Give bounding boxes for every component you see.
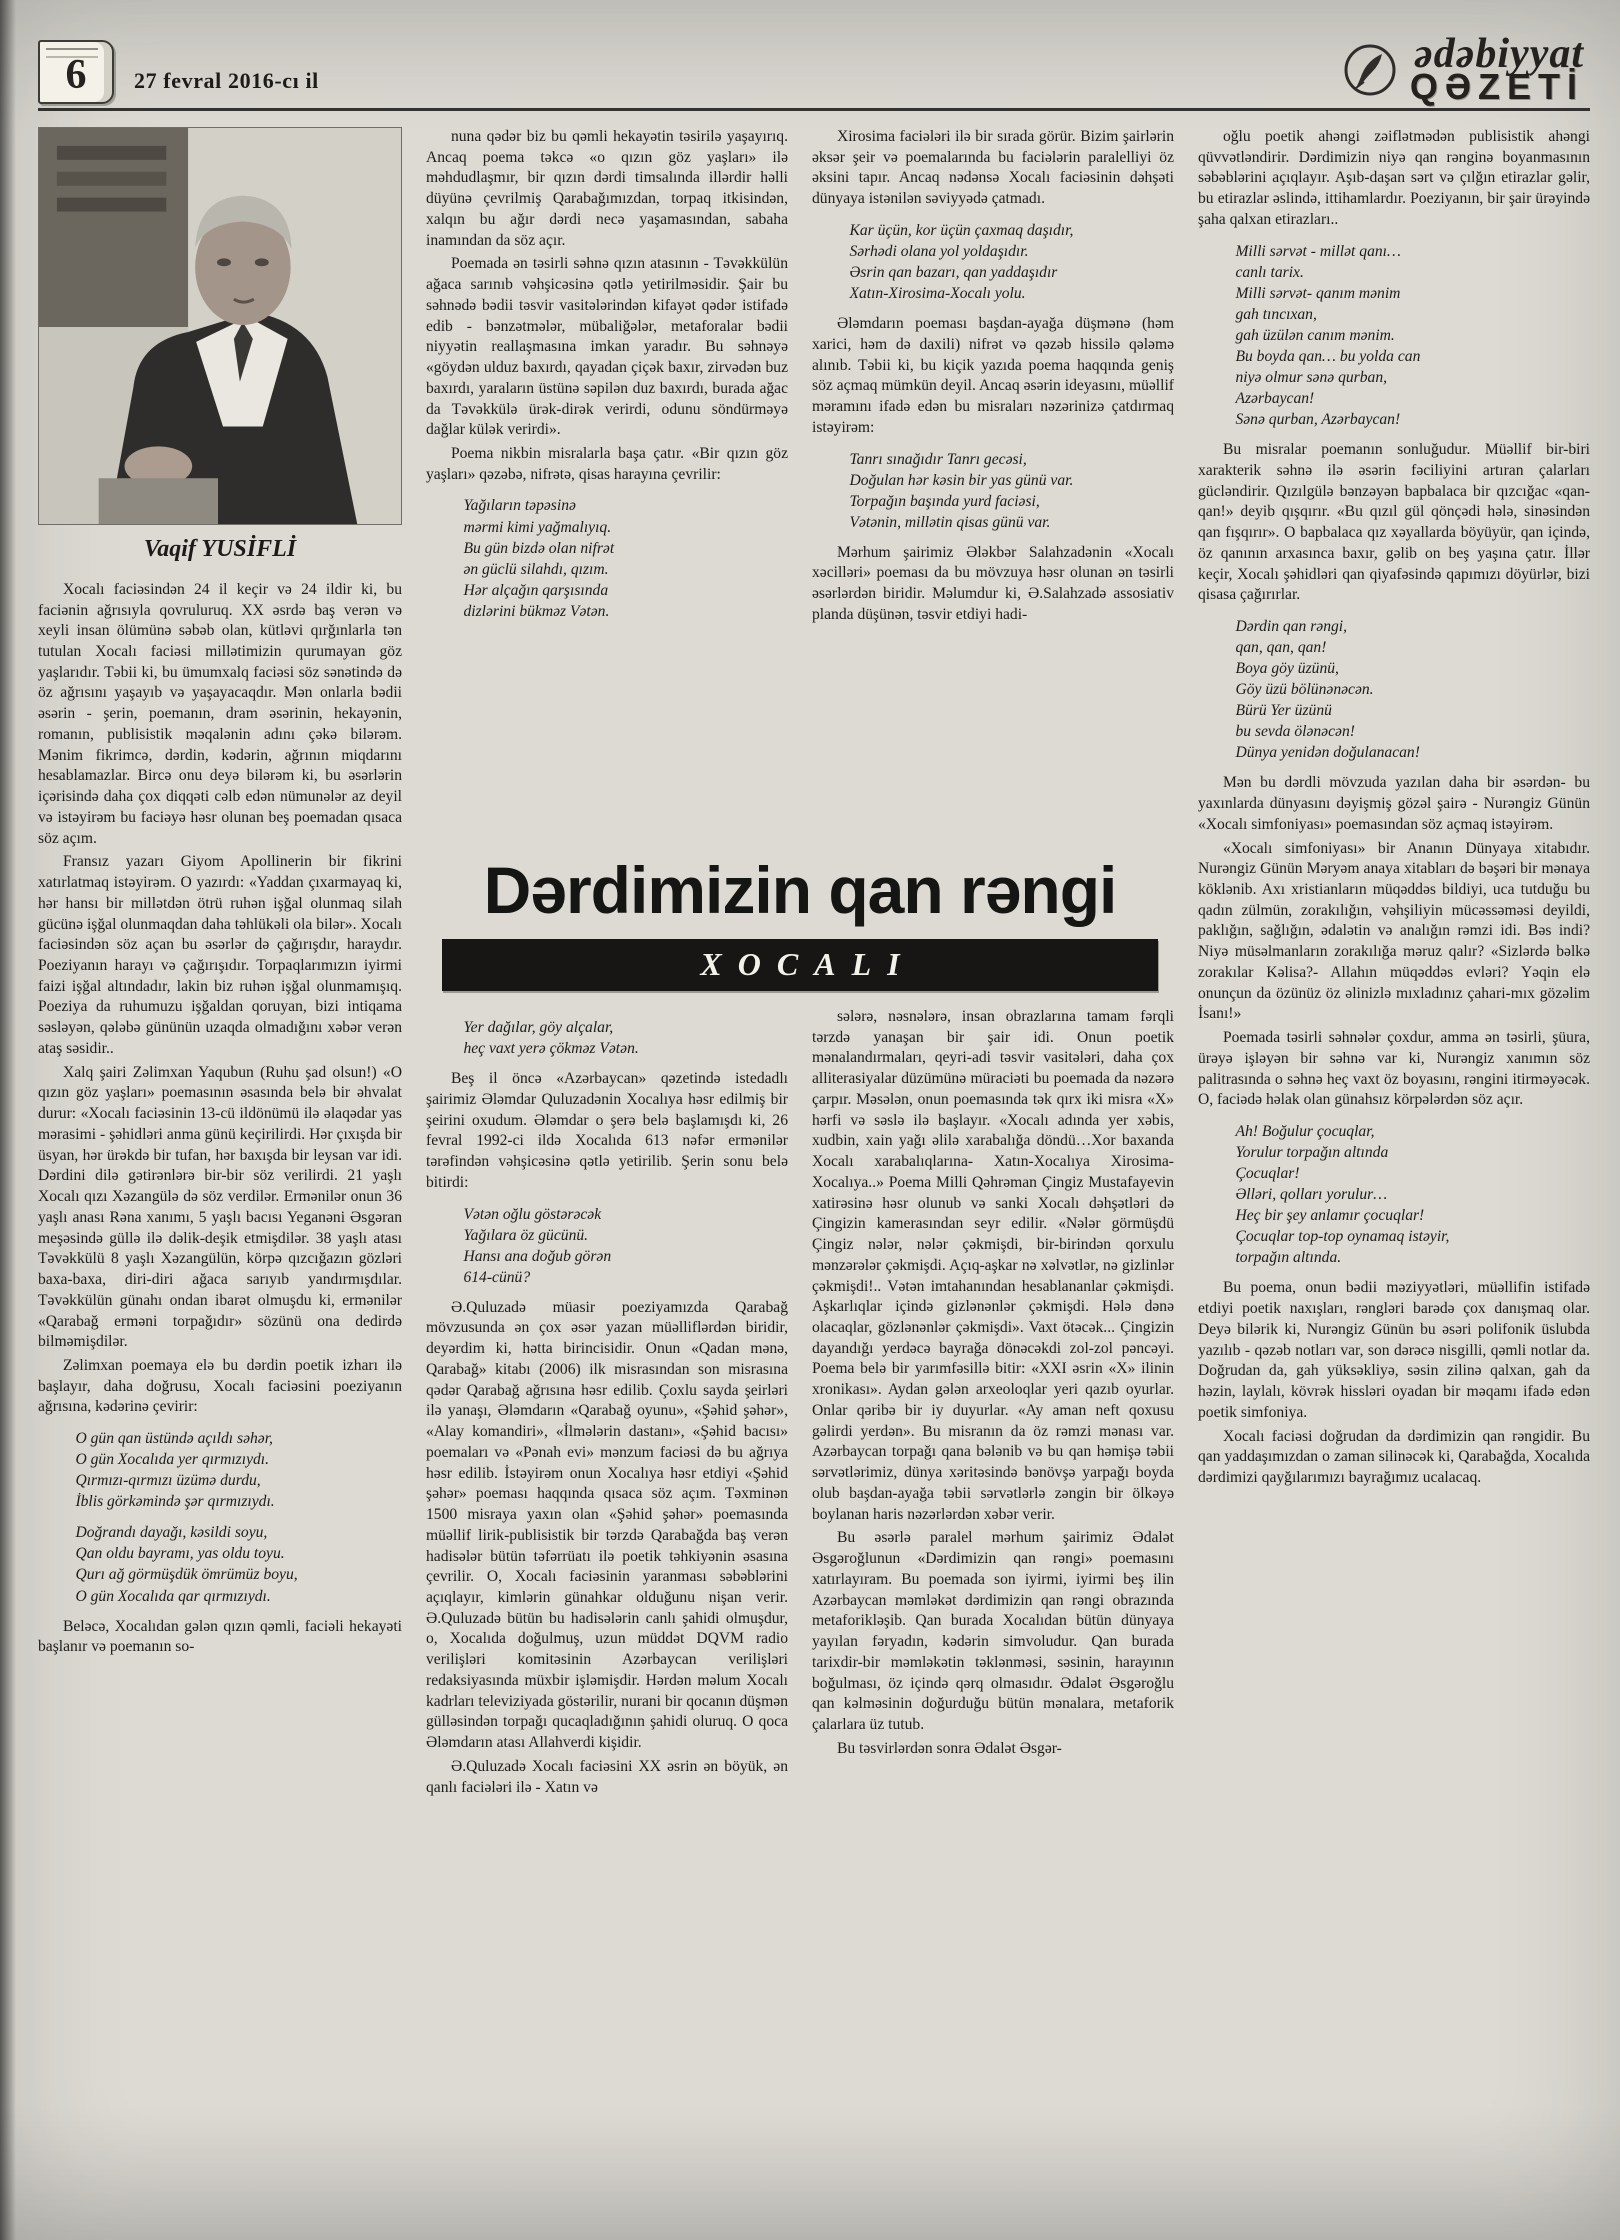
quill-globe-icon bbox=[1342, 42, 1398, 98]
paragraph: Bu misralar poemanın sonluğudur. Müəllif bir-biri xarakterik səhnə ilə əsərin fəciliyini artıran çalarları gücləndirir. Qızılgülə bənzəyən bapbalaca bir qızcığac «qan-qan!» deyib qışqırır. «Bu qızıl gül qönçədi hələ, sinəsindən qan fışqırır». O bapbalaca qız xəyallarda böyüyür, qan içində, öz qanının arxasınca baxır, gəlib on beş yaşına çatır. İllər keçir, Xocalı şəhidləri qan qiyafəsində qapımızı döyürlər, bizi qisasa çağırırlar. bbox=[1198, 441, 1590, 604]
paragraph: Bu təsvirlərdən sonra Ədalət Əsgər- bbox=[836, 1739, 1062, 1757]
verse-block: Yer dağılar, göy alçalar, heç vaxt yerə çökməz Vətən. bbox=[463, 1019, 639, 1058]
verse-block: Kar üçün, kor üçün çaxmaq daşıdır, Sərhədi olana yol yoldaşıdır. Əsrin qan bazarı, qan yaddaşıdır Xatın-Xirosima-Xocalı yolu. bbox=[849, 221, 1074, 303]
xocali-banner-label: XOCALI bbox=[700, 946, 916, 982]
page-header bbox=[38, 20, 1590, 107]
verse-block: Yağıların təpəsinə mərmi kimi yağmalıyıq. Bu gün bizdə olan nifrət ən güclü silahdı, qızım. Hər alçağın qarşısında dizlərini bükməz Vətən. bbox=[463, 497, 615, 620]
verse-block: Dərdin qan rəngi, qan, qan, qan! Boya göy üzünü, Göy üzü bölünənəcən. Bürü Yer üzünü bu sevda ölənəcən! Dünya yenidən doğulanacan! bbox=[1235, 617, 1420, 762]
paragraph: Ə.Quluzadə müasir poeziyamızda Qarabağ mövzusunda ən çox əsər yazan müəlliflərdən biridir, deyərdim ki, hətta birincisidir. Onun «Qadan mənə, Qarabağ» kitabı (2006) ilk misrasından son misrasına qədər Qarabağ ağrısına həsr edilib. Çoxlu sayda şeirləri ilə yanaşı, Ələmdarın «Qarabağ oyunu», «Şəhid şəhər», «Alay komandiri», «İlmələrin dastanı», «Şəhid bacısı» poemaları və «Pənah evi» mənzum faciəsi də bu ağrıya həsr edilib. İstəyirəm onun Xocalıya həsr etdiyi «Şəhid şəhər» poeması haqqında qısaca söz açım. Təxminən 1500 misraya yaxın olan «Şəhid şəhər» poemasında müəllif lirik-publisistik bir tərzdə Qarabağda baş verən hadisələr bütün təfərrüatı ilə poetik təhkiyənin əsasına çevrilir. O, Xocalı faciəsinin yaranması səbəblərini açıqlayır, kimlərin günahkar olduğunu nişan verir. Ə.Quluzadə bütün bu hadisələrin canlı şahidi olmuşdur, o, Xocalıda doğulmuş, uzun müddət DQVM radio verilişləri komitəsinin Azərbaycan verilişləri redaksiyasında müxbir işləmişdir. Hərdən məlum Xocalı kadrları televiziyada göstərilir, nurani bir qocanın düşmən gülləsindən torpağı qucaqladığının şahidi oluruq. O qoca Ələmdarın atası Allahverdi kişidir. bbox=[426, 1298, 788, 1752]
header-rule bbox=[38, 108, 1590, 111]
masthead bbox=[1342, 31, 1590, 107]
paragraph: Xirosima faciələri ilə bir sırada görür. Bizim şairlərin əksər şeir və poemalarında bu faciələrin paralelliyi öz əksini tapır. Ancaq nədənsə Xocalı faciəsinin dəhşəti dünyaya istənilən səviyyədə çatmadı. bbox=[812, 128, 1174, 208]
column-1-text bbox=[38, 580, 402, 1658]
column-3-lower bbox=[812, 1007, 1174, 2193]
paragraph: Beləcə, Xocalıdan gələn qızın qəmli, faciəli hekayəti başlanır və poemanın so- bbox=[38, 1617, 402, 1656]
paragraph: Poema nikbin misralarla başa çatır. «Bir qızın göz yaşları» qəzəbə, nifrətə, qisas harayına çevrilir: bbox=[426, 445, 788, 483]
paragraph: Xocalı faciəsi doğrudan da dərdimizin qan rəngidir. Bu qan yaddaşımızdan o zaman silinəcək ki, Qarabağda, Xocalıda dərdimizi qayğılarımızı bayrağımız ucalacaq. bbox=[1198, 1427, 1590, 1486]
paragraph: Beş il öncə «Azərbaycan» qəzetində istedadlı şairimiz Ələmdar Quluzadənin Xocalıya həsr edilmiş bir şeirini oxudum. Ələmdar o şerə belə başlamışdı ki, 26 fevral 1992-ci ildə Xocalıda 613 nəfər ermənilər tərəfindən vəhşicəsinə qətlə yetirilib. Şerin sonu belə bitirdi: bbox=[426, 1070, 788, 1191]
paragraph: Ə.Quluzadə Xocalı faciəsini XX əsrin ən böyük, ən qanlı faciələri ilə - Xatın və bbox=[426, 1757, 788, 1796]
photo-vaqif-yusifli bbox=[38, 127, 402, 525]
xocali-banner bbox=[442, 939, 1158, 991]
paragraph: sələrə, nəsnələrə, insan obrazlarına tamam fərqli tərzdə yanaşan bir şair idi. Onun poetik mənalandırmaları, qeyri-adi təsvir vasitələri, daha çox alliterasiyalar düzümünə müraciəti bu poemada da nəzərə çarpır. Məsələn, onun poemasında tək qırx iki misra «X» hərfi və səslə ilə başlayır. «Xocalı adında yer xəbis, xudbin, xain yağı əlilə xarabalığa döndü…Xor baxanda Xocalı xarabalıqlarına- Xatın-Xocalıya Xirosima-Xocalıya..» Poema Milli Qəhrəman Çingiz Mustafayevin xatirəsinə həsr olunub və sanki Xocalı dəhşətləri də Çingizin kamerasından seyr edilir. «Nələr görmüşdü Çingiz nələr, nələr çəkmişdi, bir-birindən qorxulu mənzərələr çəkmişdi. Açıq-aşkar nə xəlvətlər, nə gizlinlər çəkmişdi!.. Vətən imtahanından hesablananlar çəkmişdi. Aşkarlıqlar içində gizlənənlər çəkmişdi. Hələ dənə olacaqlar, gözlənənlər çəkmişdi». Vaxt ötəcək... Çingizin dayandığı yerdəcə bayrağa dönəcəkdi zol-zol pəncəyi. Poema belə bir yarımfəsillə bitir: «XXI əsrin «X» ilinin xronikası». Aydan gələn arxeoloqlar yeri qazıb oyurlar. Onlar qəribə bir iy duyurlar. «Ay aman neft qoxusu gəlirdi yerdən». Bu misranın da öz rəmzi mənası var. Azərbaycan torpağı qana bələnib və bu qan həmişə təbii sərvətlərimiz, dünya xəritəsində bənövşə yarpağı boyda olub başdan-ayağa təbii sərvətlərlə zəngin bir ölkəyə boylanan haris nəzərlərdən xəbər verir. bbox=[812, 1008, 1174, 1523]
middle-top-text bbox=[426, 127, 1174, 835]
middle-section bbox=[426, 127, 1174, 2193]
masthead-caps: QƏZETİ bbox=[1409, 65, 1584, 107]
article-headline: Dərdimizin qan rəngi bbox=[483, 853, 1117, 927]
paragraph: Zəlimxan poemaya elə bu dərdin poetik izharı ilə başlayır, daha doğrusu, Xocalı faciəsini poeziyanın ağrısına, kədərinə çevirir: bbox=[38, 1356, 402, 1416]
masthead-words bbox=[1409, 31, 1584, 107]
issue-date: 27 fevral 2016-cı il bbox=[134, 68, 319, 93]
verse-block: O gün qan üstündə açıldı səhər, O gün Xocalıda yer qırmızıydı. Qırmızı-qırmızı üzümə durdu, İblis görkəmində şər qırmızıydı. bbox=[75, 1430, 275, 1511]
column-2-upper bbox=[426, 127, 788, 835]
verse-block: Tanrı sınağıdır Tanrı gecəsi, Doğulan hər kəsin bir yas günü var. Torpağın başında yurd faciəsi, Vətənin, millətin qisas günü var. bbox=[849, 450, 1074, 531]
column-3-upper bbox=[812, 127, 1174, 835]
middle-bottom-text bbox=[426, 1007, 1174, 2193]
paragraph: Xalq şairi Zəlimxan Yaqubun (Ruhu şad olsun!) «O qızın göz yaşları» poemasının əsasında belə bir əhvalat durur: «Xocalı faciəsinin 13-cü ildönümü ilə əlaqədar yas mərasimi - şəhidləri anma günü keçirilirdi. Hər çıxışda bir üsyan, hər ürəkdə bir tufan, hər baxışda bir leysan var idi. Dərdini dilə gətirənlərə bir-bir söz verilirdi. 21 yaşlı Xocalı qızı Xəzangülə də söz verdilər. Ermənilər onun 36 yaşlı anası Rəna xanımı, 5 yaşlı bacısı Yeganəni Əsgəran meşəsində güllə ilə dəlik-deşik etmişdilər. 38 yaşlı atası Təvəkkülü 8 yaşlı Xəzangülün, körpə qızcığazın gözləri baxa-baxa, diri-diri ağaca sarıyıb yandırmışdılar. Təvəkkülün günahı ondan ibarət olmuşdu ki, ermənilər «Qarabağ erməni torpağıdır» sözünü ona dedirdə bilməmişdilər. bbox=[38, 1063, 402, 1351]
paragraph: Bu poema, onun bədii məziyyətləri, müəllifin istifadə etdiyi poetik naxışları, rəngləri barədə çox danışmaq olar. Deyə bilərik ki, Nurəngiz Günün bu əsəri polifonik üslubda yazılıb - qəzəb notları var, son dərəcə nisgilli, qəmli notlar da. Doğrudan da, gah yüksəkliyə, səsin zilinə qalxan, gah da həzin, laylalı, kövrək hissləri oyadan bir məqamı ifadə edən poetik simfoniya. bbox=[1198, 1279, 1590, 1421]
photo-caption: Vaqif YUSİFLİ bbox=[143, 536, 297, 562]
verse-block: Ah! Boğulur çocuqlar, Yorulur torpağın altında Çocuqlar! Əlləri, qolları yorulur… Heç bir şey anlamır çocuqlar! Çocuqlar top-top oynamaq istəyir, torpağın altında. bbox=[1235, 1123, 1450, 1267]
column-2-lower bbox=[426, 1007, 788, 2193]
paragraph: Mərhum şairimiz Ələkbər Salahzadənin «Xocalı xəcilləri» poeması da bu mövzuya həsr olunan ən təsirli əsərlərdən biridir. Məlumdur ki, Ə.Salahzadə assosiativ planda düşünən, təsvir etdiyi hadi- bbox=[812, 543, 1174, 623]
article-body bbox=[38, 127, 1590, 2193]
paragraph: oğlu poetik ahəngi zəiflətmədən publisistik ahəngi qüvvətləndirir. Dərdimizin niyə qan rənginə boyanmasının səbəblərini açıqlayır. Aşıb-daşan sərt və çılğın etirazlar gəlir, bu etirazlar əslində, ittihamlardır. Poeziyanın, bir şair ürəyində şaha qalxan etirazları.. bbox=[1198, 128, 1590, 228]
verse-block: Doğrandı dayağı, kəsildi soyu, Qan oldu bayramı, yas oldu toyu. Qurı ağ görmüşdük ömrümüz boyu, O gün Xocalıda qar qırmızıydı. bbox=[75, 1524, 298, 1605]
verse-block: Vətən oğlu göstərəcək Yağılara öz gücünü. Hansı ana doğub görən 614-cünü? bbox=[463, 1205, 612, 1286]
verse-block: Milli sərvət - millət qanı… canlı tarix. Milli sərvət- qanım mənim gah tıncıxan, gah üzülən canım mənim. Bu boyda qan… bu yolda can niyə olmur sənə qurban, Azərbaycan! Sənə qurban, Azərbaycan! bbox=[1235, 242, 1421, 429]
paragraph: Poemada təsirli səhnələr çoxdur, amma ən təsirli, şüura, ürəyə işləyən bir səhnə var ki, Nurəngiz xanımın söz palitrasında o səhnə heç vaxt öz boyasını, rəngini itirməyəcək. O, faciədə həlak olan günahsız körpələrdən söz açır. bbox=[1198, 1029, 1590, 1109]
paragraph: Mən bu dərdli mövzuda yazılan daha bir əsərdən- bu yaxınlarda dünyasını dəyişmiş gözəl şairə - Nurəngiz Günün «Xocalı simfoniyası» poemasından söz açmaq istəyirəm. bbox=[1198, 774, 1590, 833]
paragraph: nuna qədər biz bu qəmli hekayətin təsirilə yaşayırıq. Ancaq poema təkcə «o qızın göz yaşları» ilə məhdudlaşmır, bir qızın dərdi timsalında illərdir həlli düyünə çevrilmiş Qarabağımızdan, torpaq itkisindən, xalqın bu ağır dərdi necə yaşamasından, sabaha inamından da söz açır. bbox=[426, 128, 788, 249]
masthead-script: ədəbiyyat bbox=[1414, 31, 1584, 78]
paragraph: «Xocalı simfoniyası» bir Ananın Dünyaya xitabıdır. Nurəngiz Günün Məryəm anaya xitabları də bəşəri bir mənaya köklənib. Axı xristianların müqəddəs bildiyi, uca tutduğu bu qadın zülmün, zorakılığın, vəhşiliyin mücəssəməsi deyildi, paklığın, sağlığın, ədalətin və analığın rəmzi idi. Bəs indi? Niyə müsəlmanların zorakılığa məruz qalır? «Sizlərdə bəlkə zorakılar Kəlisa?- Allahın müqəddəs evləri? Yəqin elə onunçun da özünüz öz əlinizlə mıxladınız çahari-mıx gözəlim İsanı!» bbox=[1198, 839, 1590, 1023]
paragraph: Poemada ən təsirli səhnə qızın atasının - Təvəkkülün ağaca sarınıb vəhşicəsinə qətlə yetirilməsidir. Şair bu səhnədə bədii təsvir vasitələrindən kifayət qədər istifadə edib - bənzətmələr, mübaliğələr, metaforalar bədii niyyətin reallaşmasına imkan yaradır. Bu səhnəyə «göydən ulduz baxırdı, qayadan çiçək baxır, zirvədən buz baxırdı, yaraların üstünə səpilən duz baxırdı, burada ağac da Təvəkkülə ürək-dirək verirdi, odunu söndürməyə dağlar külək verirdi». bbox=[426, 255, 788, 439]
column-1 bbox=[38, 127, 402, 2193]
page-number: 6 bbox=[65, 52, 87, 98]
paragraph: Bu əsərlə paralel mərhum şairimiz Ədalət Əsgəroğlunun «Dərdimizin qan rəngi» poemasını xatırlayıram. Bu poemada son iyirmi, iyirmi beş ilin Azərbaycan məmləkət dərdimizin qan rəngi obrazında metaforikləşib. Qan burada Xocalıdan bütün dünyaya yayılan fəryadın, kədərin simvoludur. Qan burada tarixdir-bir məmləkətin təklənməsi, səsinin, harayının boğulması, öz içində qərq olmasıdır. Ədalət Əsgəroğlu qan kəlməsinin doğurduğu bütün mənalara, metaforik çalarlara üz tutub. bbox=[812, 1529, 1174, 1733]
paragraph: Fransız yazarı Giyom Apollinerin bir fikrini xatırlatmaq istəyirəm. O yazırdı: «Yaddan çıxarmayaq ki, hər hansı bir millətdən ötrü ruhən işğal olunmaq silah gücünə işğal olunmaqdan daha təhlükəli ola bilər». Xocalı faciəsindən söz açan bu əsərlər də çağırışdır, haraydır. Poeziyanın harayı və çağırışıdır. Torpaqlarımızın iyirmi faizi işğal altındadır, lakin biz ruhən işğal olunmamışıq. Poeziya da ruhumuzu işğaldan qoruyan, bizi intiqama səsləyən, qələbə gününün uzaqda olmadığını xəbər verən ataş səsidir.. bbox=[38, 853, 402, 1057]
column-4 bbox=[1198, 127, 1590, 2193]
page-number-book-icon bbox=[38, 40, 114, 104]
paragraph: Ələmdarın poeması başdan-ayağa düşmənə (həm xarici, həm də daxili) nifrət və qəzəb hissilə qələmə alınıb. Təbii ki, bu kiçik yazıda poema haqqında geniş söz açmaq mümkün deyil. Ancaq əsərin ideyasını, müəllif məramını ifadə edən bu misraları nəzərinizə çatdırmaq istəyirəm: bbox=[812, 315, 1174, 436]
paragraph: Xocalı faciəsindən 24 il keçir və 24 ildir ki, bu faciənin ağrısıyla qovruluruq. XX əsrdə baş verən və xeyli insan ölümünə səbəb olan, kütləvi qırğınlarla tən tutulan Xocalı faciəsi millətimizin qurumayan göz yaşlarıdır. Təbii ki, bu ümumxalq faciəsi söz sənətində də öz ağrısını yaşayıb və yaşayacaqdır. Mən onlarla bədii əsərin - şerin, poemanın, dram əsərinin, hekayənin, romanın, publisistik məqalənin adını çəkə bilərəm. Mənim fikrimcə, dərdin, kədərin, ağrının miqdarını hesablamazlar. Bircə onu deyə bilərəm ki, bu əsərlərin içərisində daha çox diqqəti cəlb edən nümunələr az deyil və istəyirəm bu faciəyə həsr olunan beş poemadan qısaca söz açım. bbox=[38, 580, 402, 847]
